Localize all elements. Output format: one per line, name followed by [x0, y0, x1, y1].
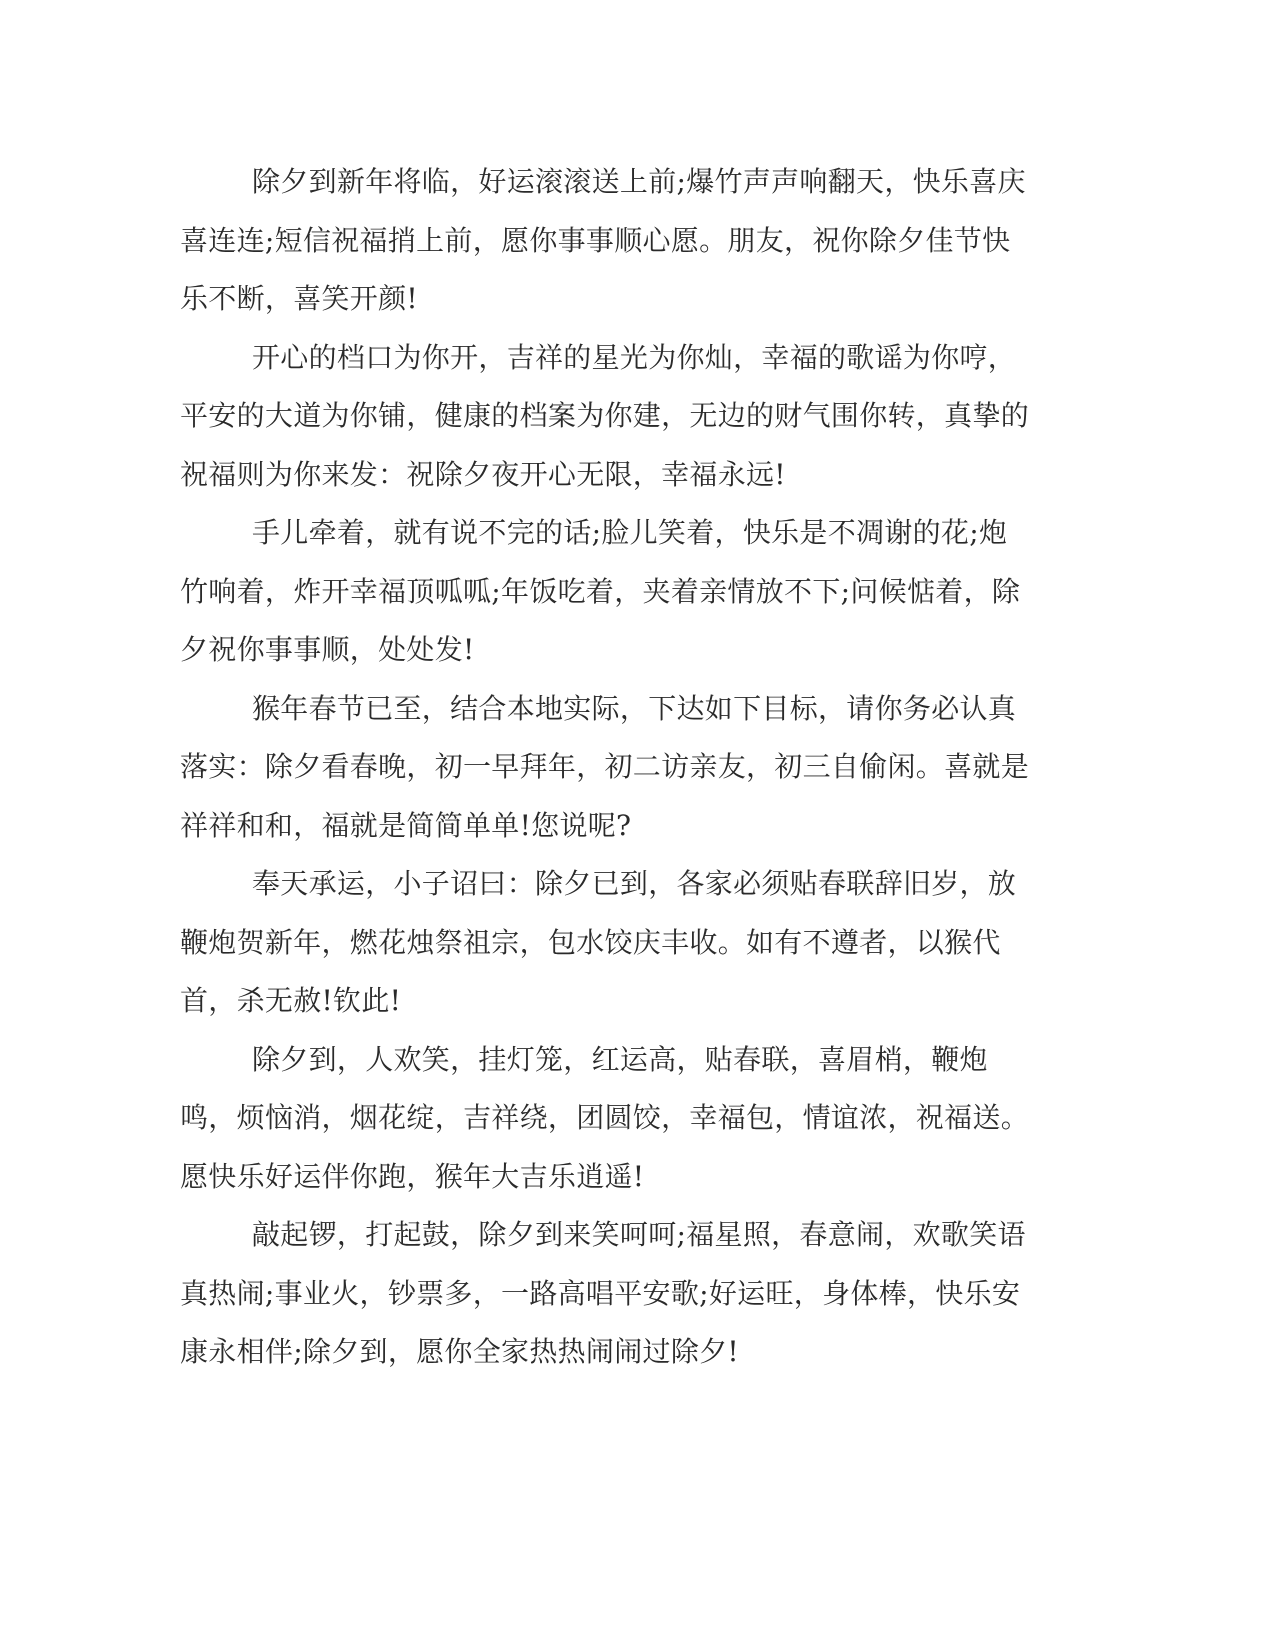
paragraph-6: 除夕到，人欢笑，挂灯笼，红运高，贴春联，喜眉梢，鞭炮鸣，烦恼消，烟花绽，吉祥绕，团圆饺，幸福包，情谊浓，祝福送。愿快乐好运伴你跑，猴年大吉乐逍遥! [180, 1042, 1030, 1193]
paragraph-4: 猴年春节已至，结合本地实际，下达如下目标，请你务必认真落实：除夕看春晚，初一早拜年，初二访亲友，初三自偷闲。喜就是祥祥和和，福就是简简单单!您说呢? [180, 691, 1030, 842]
paragraph-3: 手儿牵着，就有说不完的话;脸儿笑着，快乐是不凋谢的花;炮竹响着，炸开幸福顶呱呱;年饭吃着，夹着亲情放不下;问候惦着，除夕祝你事事顺，处处发! [180, 516, 1021, 666]
paragraph-1: 除夕到新年将临，好运滚滚送上前;爆竹声声响翻天，快乐喜庆喜连连;短信祝福捎上前，愿你事事顺心愿。朋友，祝你除夕佳节快乐不断，喜笑开颜! [180, 165, 1026, 315]
paragraph-5: 奉天承运，小子诏曰：除夕已到，各家必须贴春联辞旧岁，放鞭炮贺新年，燃花烛祭祖宗，包水饺庆丰收。如有不遵者，以猴代首，杀无赦!钦此! [180, 867, 1017, 1017]
paragraph-7: 敲起锣，打起鼓，除夕到来笑呵呵;福星照，春意闹，欢歌笑语真热闹;事业火，钞票多，一路高唱平安歌;好运旺，身体棒，快乐安康永相伴;除夕到，愿你全家热热闹闹过除夕! [180, 1218, 1026, 1368]
document-body [180, 153, 1035, 1382]
paragraph-2: 开心的档口为你开，吉祥的星光为你灿，幸福的歌谣为你哼，平安的大道为你铺，健康的档案为你建，无边的财气围你转，真挚的祝福则为你来发：祝除夕夜开心无限，幸福永远! [180, 340, 1030, 491]
